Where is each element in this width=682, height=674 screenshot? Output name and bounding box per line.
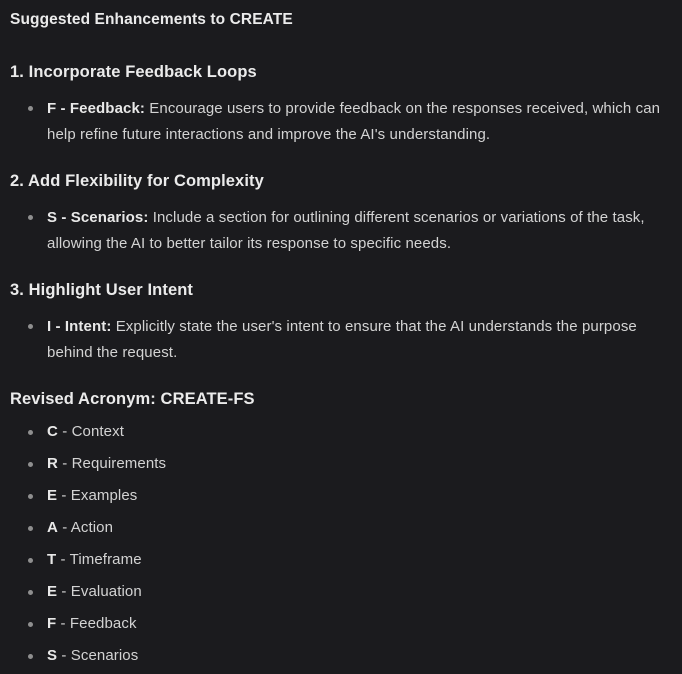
- section-feedback-loops: [10, 62, 668, 147]
- bullet-icon: [28, 462, 33, 467]
- bullet-description: Explicitly state the user's intent to ensure that the AI understands the purpose behind the request.: [47, 318, 637, 361]
- bullet-term: S - Scenarios:: [47, 209, 149, 226]
- list-item: [10, 551, 668, 569]
- bullet-icon: [28, 494, 33, 499]
- bullet-icon: [28, 654, 33, 659]
- section-user-intent: [10, 280, 668, 365]
- bullet-description: Encourage users to provide feedback on the responses received, which can help refine future interactions and improve the AI's understanding.: [47, 100, 661, 143]
- acronym-word: - Scenarios: [57, 647, 139, 664]
- acronym-word: - Examples: [57, 487, 138, 504]
- acronym-item-text: [47, 519, 668, 537]
- section-heading-3: 3. Highlight User Intent: [10, 281, 193, 299]
- acronym-item-text: [47, 583, 668, 601]
- acronym-item-text: [47, 423, 668, 441]
- bullet-icon: [28, 526, 33, 531]
- bullet-text: [47, 314, 668, 365]
- list-item: [10, 423, 668, 441]
- acronym-word: - Feedback: [56, 615, 137, 632]
- bullet-description: Include a section for outlining different scenarios or variations of the task, allowing the AI to better tailor its response to specific needs.: [47, 209, 645, 252]
- acronym-word: - Timeframe: [56, 551, 142, 568]
- acronym-item-text: [47, 455, 668, 473]
- bullet-term: F - Feedback:: [47, 100, 145, 117]
- bullet-icon: [28, 622, 33, 627]
- bullet-text: [47, 96, 668, 147]
- bullet-text: [47, 205, 668, 256]
- acronym-word: - Action: [57, 519, 114, 536]
- bullet-icon: [28, 590, 33, 595]
- acronym-letter: A: [47, 519, 58, 536]
- acronym-item-text: [47, 487, 668, 505]
- page-title: Suggested Enhancements to CREATE: [10, 11, 293, 28]
- acronym-letter: T: [47, 551, 57, 568]
- acronym-letter: E: [47, 583, 58, 600]
- acronym-letter: F: [47, 615, 57, 632]
- bullet-icon: [28, 324, 33, 329]
- section-heading-1: 1. Incorporate Feedback Loops: [10, 63, 257, 81]
- list-item: [10, 96, 668, 147]
- section-heading-2: 2. Add Flexibility for Complexity: [10, 172, 264, 190]
- acronym-letter: R: [47, 455, 58, 472]
- acronym-item-text: [47, 615, 668, 633]
- section-revised-acronym: [10, 389, 668, 665]
- list-item: [10, 615, 668, 633]
- list-item: [10, 314, 668, 365]
- list-item: [10, 647, 668, 665]
- bullet-icon: [28, 106, 33, 111]
- bullet-icon: [28, 215, 33, 220]
- acronym-letter: C: [47, 423, 58, 440]
- acronym-letter: E: [47, 487, 58, 504]
- list-item: [10, 487, 668, 505]
- acronym-item-text: [47, 647, 668, 665]
- acronym-word: - Requirements: [57, 455, 167, 472]
- acronym-item-text: [47, 551, 668, 569]
- bullet-term: I - Intent:: [47, 318, 112, 335]
- list-item: [10, 583, 668, 601]
- acronym-letter: S: [47, 647, 58, 664]
- acronym-word: - Evaluation: [57, 583, 142, 600]
- acronym-heading: Revised Acronym: CREATE-FS: [10, 390, 255, 408]
- bullet-icon: [28, 430, 33, 435]
- bullet-icon: [28, 558, 33, 563]
- list-item: [10, 455, 668, 473]
- list-item: [10, 519, 668, 537]
- acronym-word: - Context: [57, 423, 124, 440]
- list-item: [10, 205, 668, 256]
- section-flexibility: [10, 171, 668, 256]
